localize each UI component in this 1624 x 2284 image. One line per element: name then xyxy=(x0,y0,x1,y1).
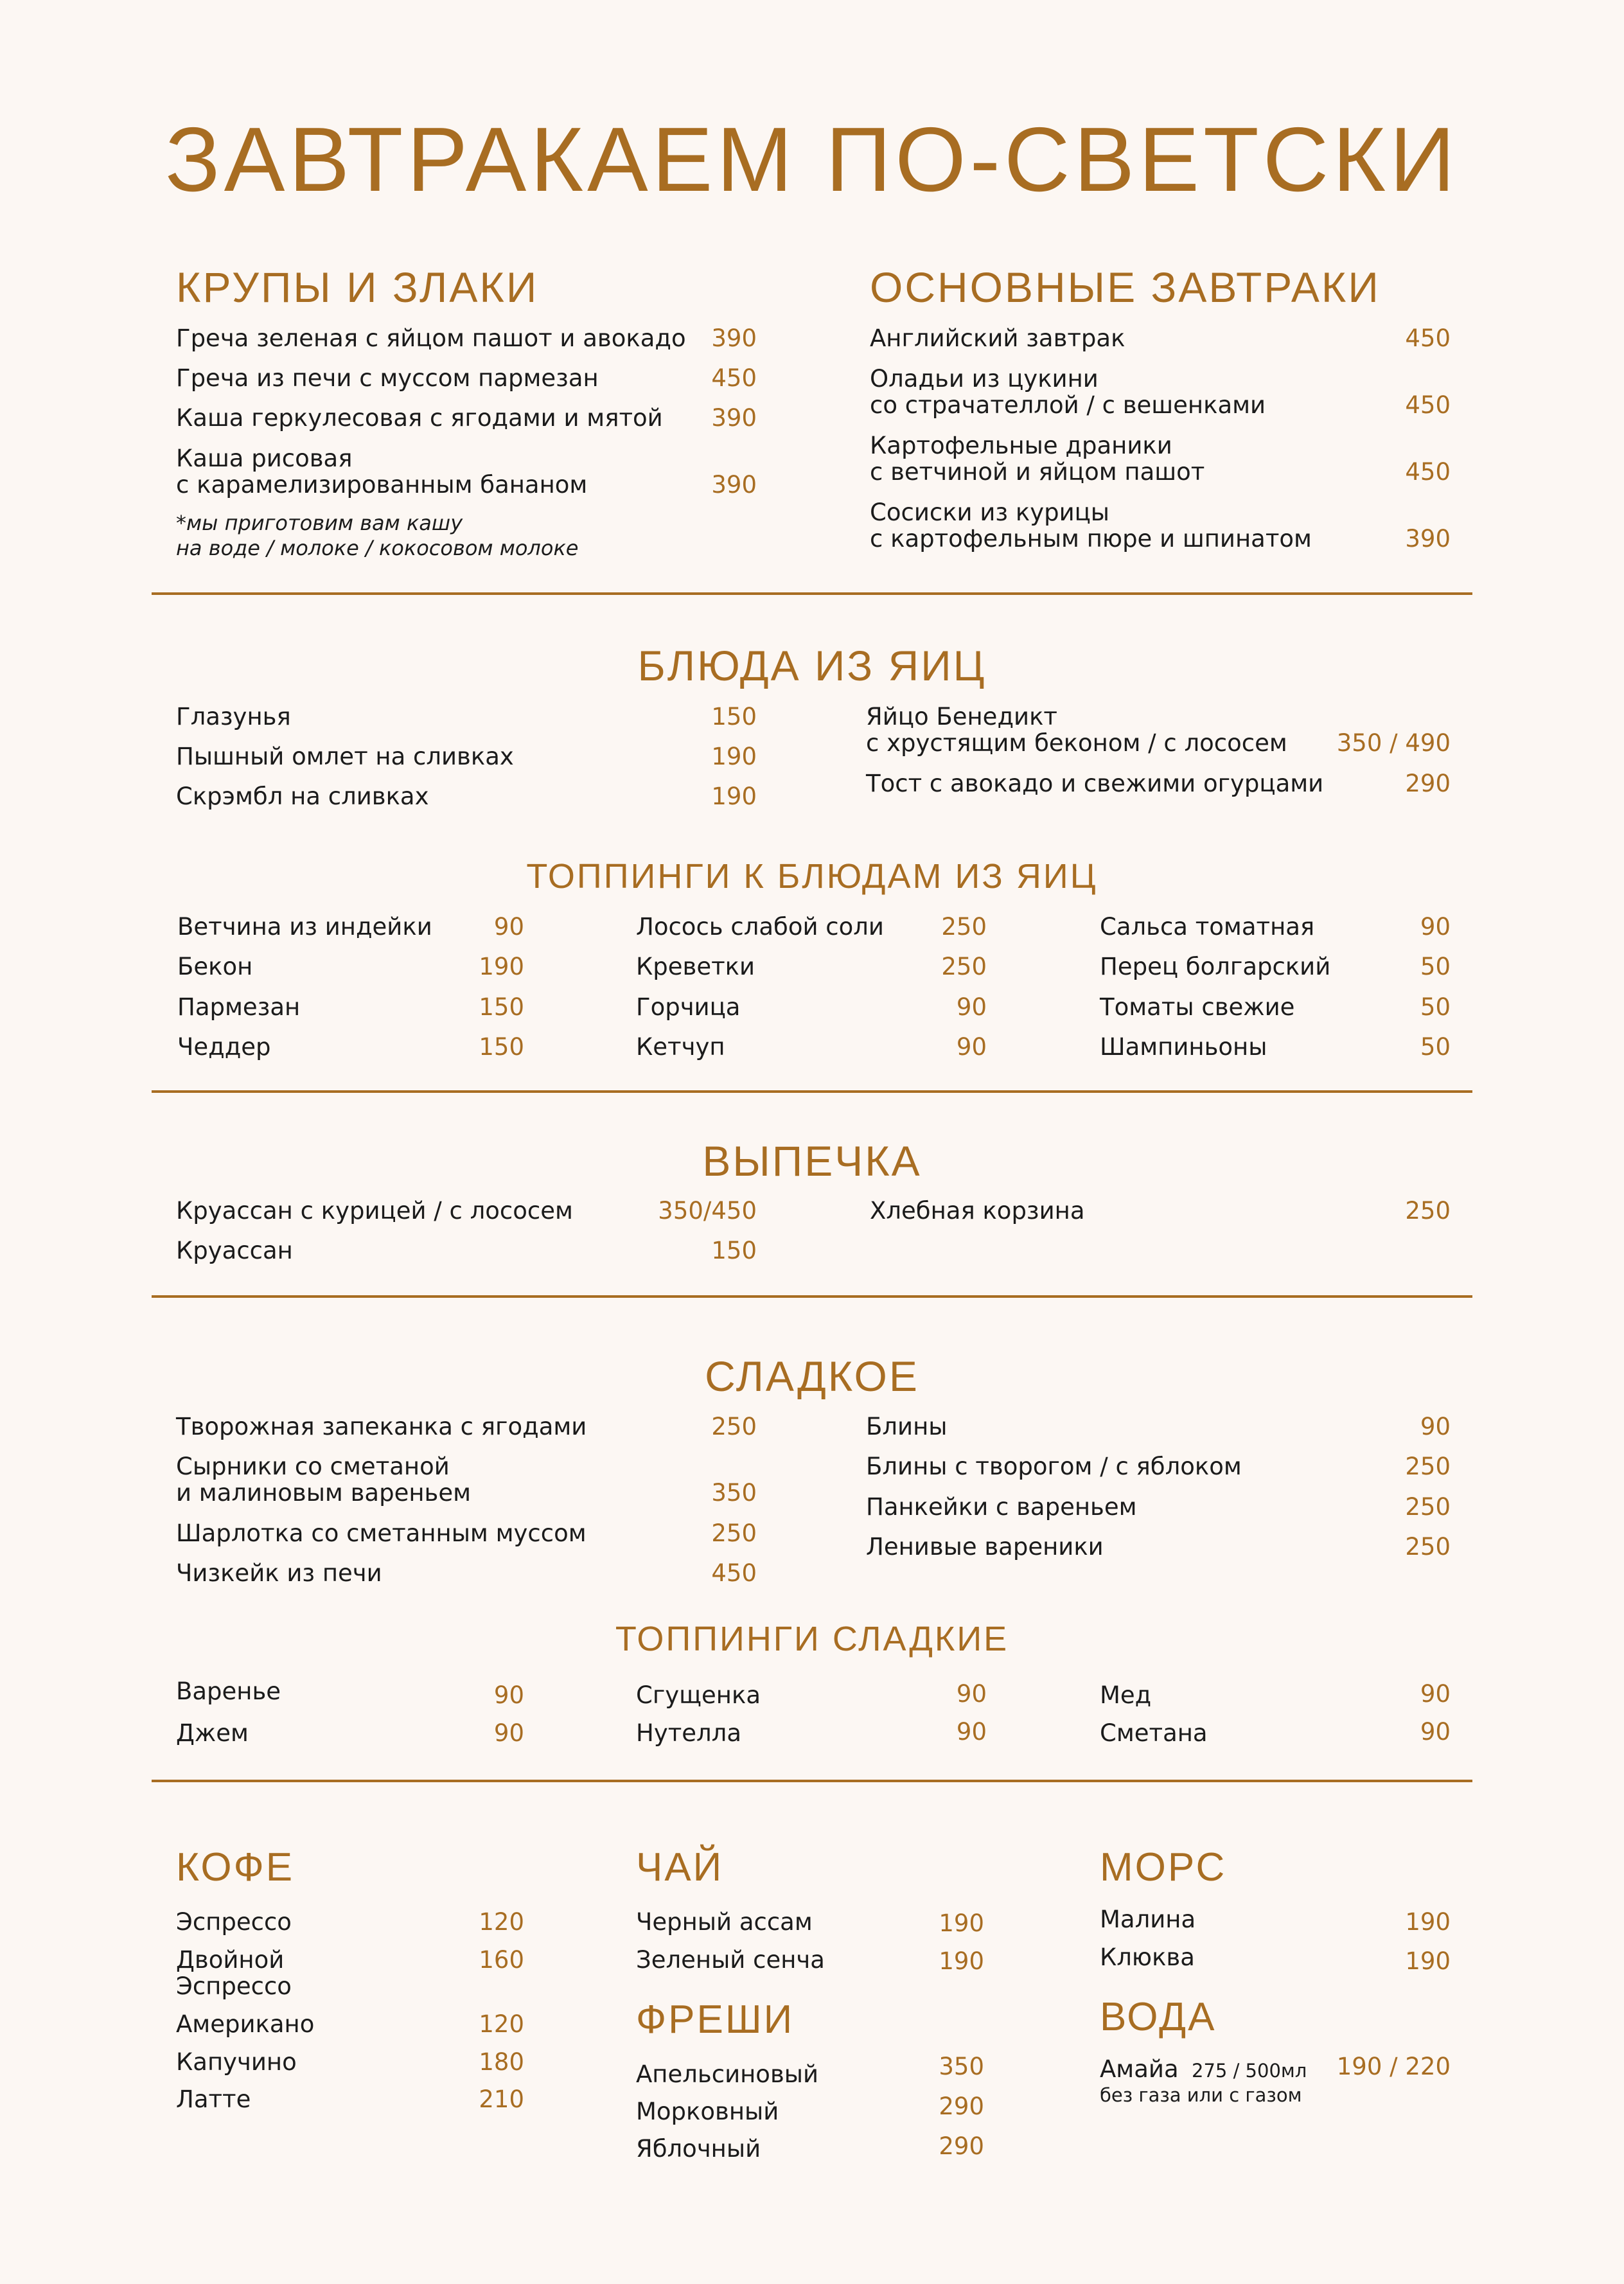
menu-item: Эспрессо xyxy=(176,1908,292,1936)
menu-item: Пышный омлет на сливках xyxy=(176,743,514,770)
menu-price: 250 xyxy=(1405,1453,1451,1480)
menu-item: Зеленый сенча xyxy=(636,1946,825,1974)
menu-item: Шарлотка со сметанным муссом xyxy=(176,1519,587,1547)
menu-item-detail: с хрустящим беконом / с лососем xyxy=(866,729,1287,757)
menu-item: Капучино xyxy=(176,2048,297,2076)
menu-title: ЗАВТРАКАЕМ ПО-СВЕТСКИ xyxy=(164,109,1460,211)
menu-item: Яблочный xyxy=(636,2135,761,2163)
menu-item: Нутелла xyxy=(636,1719,742,1747)
menu-price: 350 xyxy=(711,1479,757,1507)
menu-item: Круассан xyxy=(176,1237,293,1264)
menu-item: Малина xyxy=(1100,1906,1196,1933)
menu-price: 250 xyxy=(711,1519,757,1547)
menu-price: 250 xyxy=(941,913,987,941)
menu-item: Горчица xyxy=(636,993,741,1021)
menu-item: Сальса томатная xyxy=(1100,913,1315,941)
sweet-heading: СЛАДКОЕ xyxy=(705,1352,919,1400)
menu-price: 90 xyxy=(1420,1680,1451,1708)
menu-price: 250 xyxy=(711,1413,757,1440)
menu-item: Американо xyxy=(176,2010,315,2038)
menu-price: 190 / 220 xyxy=(1336,2053,1451,2080)
menu-item: Хлебная корзина xyxy=(870,1197,1085,1225)
menu-item: Чеддер xyxy=(177,1033,271,1061)
menu-item: Джем xyxy=(176,1719,249,1747)
menu-price: 120 xyxy=(479,2010,524,2038)
menu-price: 90 xyxy=(1420,1718,1451,1746)
menu-price: 450 xyxy=(1405,391,1451,419)
menu-price: 90 xyxy=(1420,913,1451,941)
menu-price: 50 xyxy=(1420,1033,1451,1061)
menu-item: Лосось слабой соли xyxy=(636,913,884,941)
menu-price: 150 xyxy=(479,993,524,1021)
menu-item: Греча из печи с муссом пармезан xyxy=(176,364,599,392)
menu-item: Сметана xyxy=(1100,1719,1208,1747)
menu-item: Оладьи из цукини xyxy=(870,365,1099,393)
menu-price: 90 xyxy=(493,1681,524,1709)
menu-price: 350 xyxy=(939,2053,984,2080)
menu-price: 250 xyxy=(941,953,987,980)
menu-price: 450 xyxy=(1405,324,1451,352)
menu-price: 190 xyxy=(711,783,757,810)
menu-item: Перец болгарский xyxy=(1100,953,1331,980)
menu-price: 90 xyxy=(1420,1413,1451,1440)
menu-price: 350 / 490 xyxy=(1336,729,1451,757)
section-divider xyxy=(152,1295,1472,1298)
menu-item: Творожная запеканка с ягодами xyxy=(176,1413,587,1440)
cereals-note: *мы приготовим вам кашу xyxy=(176,511,463,535)
menu-item: Каша рисовая xyxy=(176,445,353,472)
menu-item-detail: со страчателлой / с вешенками xyxy=(870,391,1266,419)
menu-item: Сырники со сметаной xyxy=(176,1453,450,1480)
menu-price: 190 xyxy=(1405,1908,1451,1936)
menu-item: Тост с авокадо и свежими огурцами xyxy=(866,770,1324,797)
menu-item: Каша геркулесовая с ягодами и мятой xyxy=(176,404,663,432)
menu-price: 190 xyxy=(711,743,757,770)
menu-item-detail: Эспрессо xyxy=(176,1972,292,2000)
coffee-heading: КОФЕ xyxy=(176,1845,295,1890)
menu-price: 190 xyxy=(479,953,524,980)
menu-price: 290 xyxy=(939,2132,984,2160)
menu-item: Ветчина из индейки xyxy=(177,913,432,941)
menu-price: 250 xyxy=(1405,1197,1451,1225)
menu-price: 450 xyxy=(711,364,757,392)
menu-price: 90 xyxy=(956,1718,987,1746)
menu-price: 150 xyxy=(711,1237,757,1264)
menu-item: Варенье xyxy=(176,1678,281,1705)
menu-price: 450 xyxy=(1405,458,1451,486)
menu-item: Скрэмбл на сливках xyxy=(176,783,429,810)
menu-price: 350/450 xyxy=(658,1197,757,1225)
menu-price: 290 xyxy=(1405,770,1451,797)
menu-item: Блины с творогом / с яблоком xyxy=(866,1453,1242,1480)
menu-price: 90 xyxy=(956,993,987,1021)
menu-item: Морковный xyxy=(636,2098,779,2125)
menu-price: 90 xyxy=(493,913,524,941)
menu-item: Латте xyxy=(176,2085,251,2113)
menu-item-detail: с карамелизированным бананом xyxy=(176,471,588,499)
menu-price: 190 xyxy=(1405,1947,1451,1975)
menu-item: Греча зеленая с яйцом пашот и авокадо xyxy=(176,324,686,352)
section-divider xyxy=(152,1090,1472,1093)
menu-item: Блины xyxy=(866,1413,948,1440)
egg-toppings-heading: ТОППИНГИ К БЛЮДАМ ИЗ ЯИЦ xyxy=(526,857,1098,896)
menu-price: 210 xyxy=(479,2085,524,2113)
water-volume: 275 / 500мл xyxy=(1192,2060,1307,2082)
menu-item: Глазунья xyxy=(176,703,291,730)
menu-price: 390 xyxy=(711,324,757,352)
menu-item: Двойной xyxy=(176,1946,285,1974)
menu-price: 90 xyxy=(493,1719,524,1747)
menu-item: Сгущенка xyxy=(636,1681,761,1709)
menu-item: Апельсиновый xyxy=(636,2060,819,2088)
menu-price: 250 xyxy=(1405,1493,1451,1521)
menu-item: Черный ассам xyxy=(636,1908,813,1936)
menu-item: Шампиньоны xyxy=(1100,1033,1267,1061)
menu-price: 390 xyxy=(711,471,757,499)
cereals-note: на воде / молоке / кокосовом молоке xyxy=(176,536,579,560)
menu-item: Креветки xyxy=(636,953,755,980)
menu-price: 180 xyxy=(479,2048,524,2076)
menu-price: 390 xyxy=(1405,525,1451,553)
menu-price: 50 xyxy=(1420,993,1451,1021)
menu-price: 120 xyxy=(479,1908,524,1936)
menu-price: 150 xyxy=(711,703,757,730)
menu-item: Сосиски из курицы xyxy=(870,499,1110,526)
fresh-heading: ФРЕШИ xyxy=(636,1997,795,2042)
section-divider xyxy=(152,592,1472,595)
menu-item: Бекон xyxy=(177,953,253,980)
mors-heading: МОРС xyxy=(1100,1845,1227,1890)
water-note: без газа или с газом xyxy=(1100,2084,1302,2106)
eggs-heading: БЛЮДА ИЗ ЯИЦ xyxy=(637,642,987,689)
menu-price: 190 xyxy=(939,1909,984,1937)
menu-item: Ленивые вареники xyxy=(866,1533,1104,1561)
menu-item: Кетчуп xyxy=(636,1033,725,1061)
menu-item: Панкейки с вареньем xyxy=(866,1493,1137,1521)
menu-price: 50 xyxy=(1420,953,1451,980)
bakery-heading: ВЫПЕЧКА xyxy=(702,1137,922,1185)
menu-item-detail: с ветчиной и яйцом пашот xyxy=(870,458,1205,486)
menu-item-detail: и малиновым вареньем xyxy=(176,1479,472,1507)
water-heading: ВОДА xyxy=(1100,1995,1217,2039)
menu-item: Мед xyxy=(1100,1681,1152,1709)
menu-item: Клюква xyxy=(1100,1943,1195,1971)
menu-price: 290 xyxy=(939,2093,984,2120)
sweet-toppings-heading: ТОППИНГИ СЛАДКИЕ xyxy=(615,1620,1009,1658)
main-heading: ОСНОВНЫЕ ЗАВТРАКИ xyxy=(870,263,1381,311)
menu-item: Английский завтрак xyxy=(870,324,1125,352)
menu-item: Круассан с курицей / с лососем xyxy=(176,1197,573,1225)
menu-item: Картофельные драники xyxy=(870,432,1172,459)
menu-price: 90 xyxy=(956,1033,987,1061)
menu-price: 190 xyxy=(939,1947,984,1975)
menu-item: Томаты свежие xyxy=(1100,993,1295,1021)
menu-item: Чизкейк из печи xyxy=(176,1559,382,1587)
menu-item: Яйцо Бенедикт xyxy=(866,703,1057,730)
menu-price: 250 xyxy=(1405,1533,1451,1561)
menu-item: Амайа xyxy=(1100,2055,1179,2083)
section-divider xyxy=(152,1780,1472,1782)
menu-price: 450 xyxy=(711,1559,757,1587)
menu-price: 150 xyxy=(479,1033,524,1061)
menu-price: 90 xyxy=(956,1680,987,1708)
menu-item: Пармезан xyxy=(177,993,301,1021)
cereals-heading: КРУПЫ И ЗЛАКИ xyxy=(176,263,539,311)
menu-item-detail: с картофельным пюре и шпинатом xyxy=(870,525,1312,553)
tea-heading: ЧАЙ xyxy=(636,1845,724,1890)
menu-price: 390 xyxy=(711,404,757,432)
menu-price: 160 xyxy=(479,1946,524,1974)
